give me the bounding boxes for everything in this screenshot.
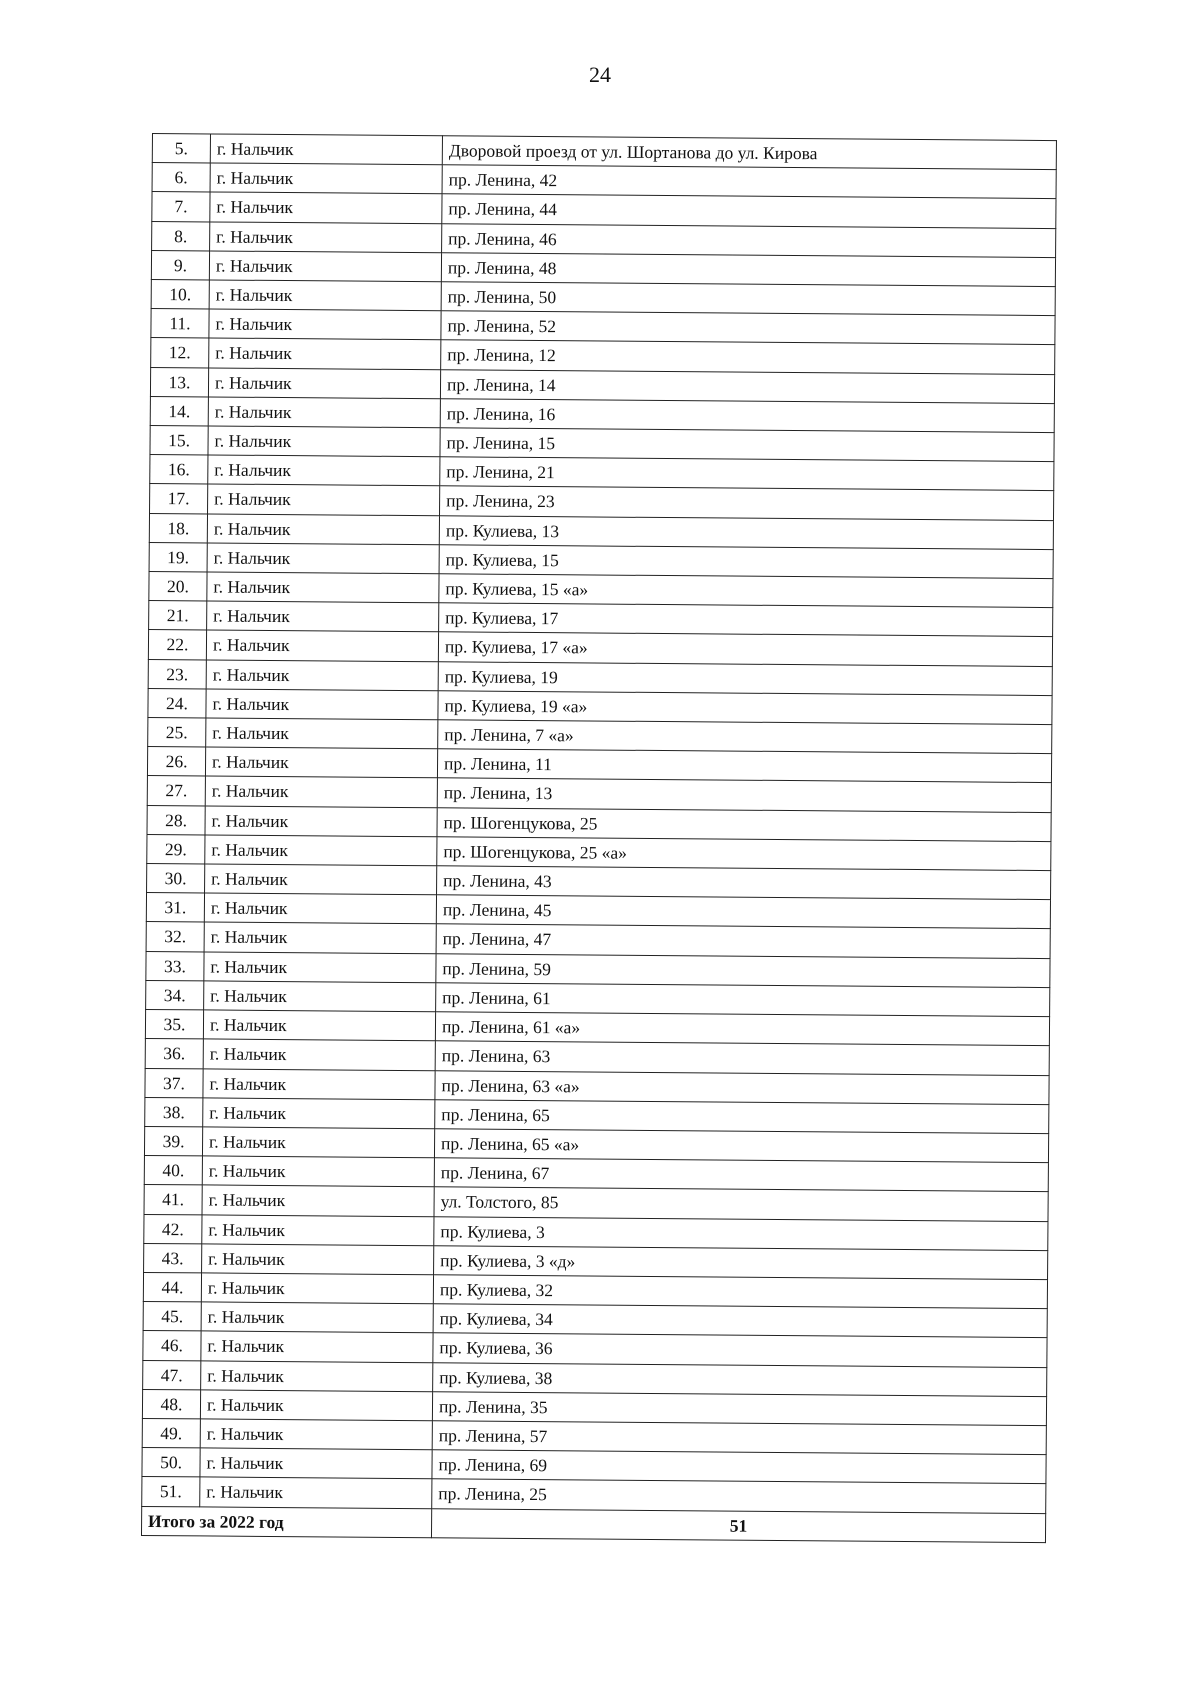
row-city: г. Нальчик [205,747,437,778]
row-address: пр. Ленина, 63 «а» [435,1070,1049,1104]
row-number: 12. [151,338,209,368]
row-city: г. Нальчик [204,922,436,953]
row-number: 6. [152,163,210,193]
row-address: пр. Кулиева, 17 [439,603,1053,637]
row-city: г. Нальчик [202,1156,434,1187]
row-address: пр. Ленина, 21 [440,457,1054,491]
row-address: пр. Кулиева, 34 [433,1304,1047,1338]
row-address: пр. Кулиева, 36 [433,1333,1047,1367]
page-number: 24 [589,62,611,87]
row-address: пр. Ленина, 42 [442,165,1056,199]
row-city: г. Нальчик [209,309,441,340]
row-address: пр. Ленина, 47 [436,924,1050,958]
row-number: 23. [148,659,206,689]
row-number: 37. [145,1068,203,1098]
row-number: 48. [142,1389,200,1419]
row-address: пр. Ленина, 25 [432,1479,1046,1513]
row-number: 42. [144,1214,202,1244]
row-city: г. Нальчик [210,134,442,165]
row-address: пр. Ленина, 23 [440,486,1054,520]
row-number: 28. [147,805,205,835]
row-address: пр. Ленина, 65 [435,1099,1049,1133]
row-address: пр. Кулиева, 17 «а» [438,632,1052,666]
row-address: пр. Ленина, 63 [435,1041,1049,1075]
row-address: пр. Ленина, 35 [432,1391,1046,1425]
row-number: 31. [146,893,204,923]
row-number: 15. [150,426,208,456]
row-city: г. Нальчик [202,1214,434,1245]
row-address: пр. Кулиева, 15 [439,545,1053,579]
row-number: 33. [146,951,204,981]
row-city: г. Нальчик [204,893,436,924]
total-row [141,1506,1045,1542]
row-city: г. Нальчик [206,689,438,720]
row-number: 9. [151,250,209,280]
row-city: г. Нальчик [208,484,440,515]
row-city: г. Нальчик [200,1448,432,1479]
row-address: пр. Кулиева, 15 «а» [439,574,1053,608]
row-address: пр. Ленина, 59 [436,953,1050,987]
row-number: 44. [143,1272,201,1302]
row-city: г. Нальчик [208,368,440,399]
row-address: пр. Ленина, 15 [440,428,1054,462]
row-number: 18. [149,513,207,543]
row-city: г. Нальчик [201,1331,433,1362]
row-city: г. Нальчик [207,572,439,603]
row-number: 7. [152,192,210,222]
row-number: 30. [147,864,205,894]
row-city: г. Нальчик [205,806,437,837]
row-address: Дворовой проезд от ул. Шортанова до ул. Кирова [442,136,1056,170]
row-number: 26. [147,747,205,777]
row-address: пр. Ленина, 46 [442,223,1056,257]
row-number: 51. [142,1477,200,1507]
row-number: 36. [145,1039,203,1069]
row-city: г. Нальчик [208,455,440,486]
row-address: пр. Ленина, 13 [437,778,1051,812]
row-address: пр. Ленина, 52 [441,311,1055,345]
row-address: пр. Ленина, 44 [442,194,1056,228]
row-number: 10. [151,280,209,310]
row-city: г. Нальчик [201,1273,433,1304]
row-address: ул. Толстого, 85 [434,1187,1048,1221]
row-address: пр. Ленина, 65 «а» [434,1129,1048,1163]
row-address: пр. Ленина, 43 [437,866,1051,900]
row-city: г. Нальчик [203,1068,435,1099]
row-city: г. Нальчик [206,630,438,661]
row-address: пр. Кулиева, 3 «д» [434,1245,1048,1279]
row-number: 32. [146,922,204,952]
row-number: 43. [144,1243,202,1273]
row-number: 35. [145,1010,203,1040]
row-number: 29. [147,834,205,864]
row-city: г. Нальчик [205,776,437,807]
row-address: пр. Ленина, 7 «а» [438,720,1052,754]
row-address: пр. Кулиева, 19 «а» [438,691,1052,725]
row-address: пр. Кулиева, 32 [433,1275,1047,1309]
row-city: г. Нальчик [209,338,441,369]
row-city: г. Нальчик [205,835,437,866]
row-number: 21. [149,601,207,631]
row-city: г. Нальчик [203,1010,435,1041]
row-address: пр. Ленина, 69 [432,1450,1046,1484]
row-address: пр. Шогенцукова, 25 [437,807,1051,841]
row-number: 17. [150,484,208,514]
row-city: г. Нальчик [206,660,438,691]
row-address: пр. Ленина, 12 [441,340,1055,374]
row-number: 5. [152,134,210,164]
row-city: г. Нальчик [202,1244,434,1275]
row-number: 39. [144,1126,202,1156]
row-address: пр. Ленина, 14 [440,369,1054,403]
row-city: г. Нальчик [207,601,439,632]
row-number: 16. [150,455,208,485]
row-address: пр. Кулиева, 38 [433,1362,1047,1396]
row-city: г. Нальчик [207,543,439,574]
row-number: 22. [148,630,206,660]
row-number: 45. [143,1302,201,1332]
row-number: 27. [147,776,205,806]
row-number: 20. [149,572,207,602]
address-table [141,133,1057,1543]
row-city: г. Нальчик [206,718,438,749]
row-city: г. Нальчик [210,222,442,253]
row-number: 24. [148,688,206,718]
row-number: 47. [143,1360,201,1390]
row-city: г. Нальчик [210,192,442,223]
row-address: пр. Кулиева, 13 [439,515,1053,549]
row-address: пр. Ленина, 11 [437,749,1051,783]
row-city: г. Нальчик [201,1360,433,1391]
row-address: пр. Ленина, 61 «а» [435,1012,1049,1046]
row-address: пр. Ленина, 61 [436,983,1050,1017]
row-city: г. Нальчик [204,952,436,983]
row-city: г. Нальчик [208,426,440,457]
row-address: пр. Шогенцукова, 25 «а» [437,837,1051,871]
row-number: 40. [144,1156,202,1186]
total-label: Итого за 2022 год [141,1506,431,1537]
row-number: 46. [143,1331,201,1361]
row-address: пр. Кулиева, 19 [438,661,1052,695]
row-city: г. Нальчик [200,1390,432,1421]
row-city: г. Нальчик [209,280,441,311]
row-city: г. Нальчик [200,1477,432,1508]
row-number: 49. [142,1418,200,1448]
row-number: 11. [151,309,209,339]
row-number: 8. [152,221,210,251]
row-number: 41. [144,1185,202,1215]
row-number: 25. [148,718,206,748]
row-city: г. Нальчик [209,251,441,282]
row-number: 13. [150,367,208,397]
row-city: г. Нальчик [200,1419,432,1450]
row-number: 19. [149,542,207,572]
row-city: г. Нальчик [208,397,440,428]
row-address: пр. Ленина, 16 [440,399,1054,433]
total-value: 51 [431,1508,1045,1542]
row-city: г. Нальчик [207,514,439,545]
row-address: пр. Ленина, 50 [441,282,1055,316]
row-city: г. Нальчик [202,1127,434,1158]
row-number: 34. [146,980,204,1010]
row-city: г. Нальчик [210,163,442,194]
row-address: пр. Ленина, 57 [432,1421,1046,1455]
row-city: г. Нальчик [205,864,437,895]
row-city: г. Нальчик [202,1185,434,1216]
row-address: пр. Ленина, 45 [436,895,1050,929]
row-address: пр. Кулиева, 3 [434,1216,1048,1250]
row-number: 14. [150,396,208,426]
row-city: г. Нальчик [203,1098,435,1129]
row-address: пр. Ленина, 48 [441,253,1055,287]
row-city: г. Нальчик [201,1302,433,1333]
row-city: г. Нальчик [203,1039,435,1070]
row-number: 38. [145,1097,203,1127]
row-address: пр. Ленина, 67 [434,1158,1048,1192]
row-city: г. Нальчик [204,981,436,1012]
table-body [142,134,1057,1514]
row-number: 50. [142,1448,200,1478]
